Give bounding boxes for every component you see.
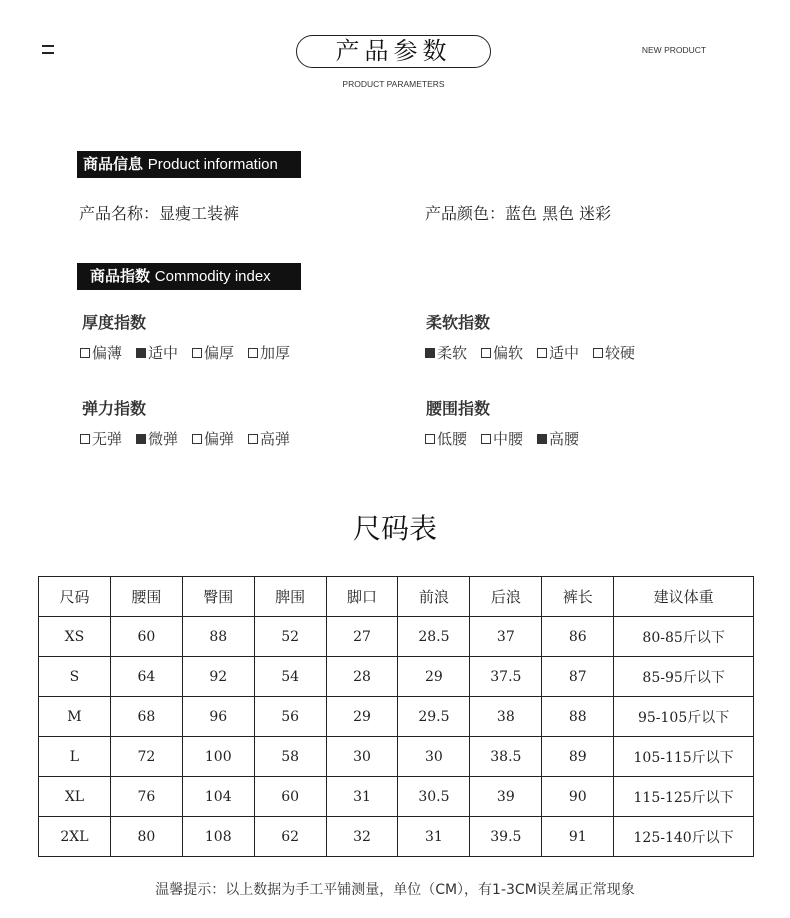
- checkbox-empty-icon: [248, 348, 258, 358]
- table-cell: 95-105斤以下: [614, 697, 754, 737]
- checkbox-empty-icon: [248, 434, 258, 444]
- table-cell: 89: [542, 737, 614, 777]
- waist-index-options: [425, 428, 593, 449]
- checkbox-filled-icon: [425, 348, 435, 358]
- table-cell: 108: [182, 817, 254, 857]
- footer-note: 温馨提示：以上数据为手工平铺测量，单位（CM），有1-3CM误差属正常现象: [155, 882, 635, 898]
- commodity-index-header-cn: 商品指数: [90, 267, 151, 285]
- table-cell: 105-115斤以下: [614, 737, 754, 777]
- table-cell: 29: [398, 657, 470, 697]
- page-title: 产品参数: [296, 35, 491, 68]
- softness-index-options: [425, 342, 649, 363]
- table-cell: 30: [398, 737, 470, 777]
- table-header-cell: 脾围: [254, 577, 326, 617]
- table-cell: 38.5: [470, 737, 542, 777]
- table-row: [39, 817, 754, 857]
- table-cell: 86: [542, 617, 614, 657]
- thickness-option: 偏厚: [192, 342, 234, 363]
- checkbox-empty-icon: [425, 434, 435, 444]
- table-cell: 31: [398, 817, 470, 857]
- page-subtitle: PRODUCT PARAMETERS: [342, 79, 445, 89]
- table-cell: S: [39, 657, 111, 697]
- product-info-header-en: Product information: [147, 156, 278, 173]
- table-cell: 32: [326, 817, 398, 857]
- table-cell: 104: [182, 777, 254, 817]
- table-cell: 64: [110, 657, 182, 697]
- waist-option: 低腰: [425, 428, 467, 449]
- checkbox-filled-icon: [136, 434, 146, 444]
- thickness-option: 偏薄: [80, 342, 122, 363]
- table-header-cell: 后浪: [470, 577, 542, 617]
- table-cell: XS: [39, 617, 111, 657]
- checkbox-empty-icon: [192, 434, 202, 444]
- table-cell: 88: [542, 697, 614, 737]
- table-cell: L: [39, 737, 111, 777]
- thickness-option: 适中: [136, 342, 178, 363]
- table-cell: 27: [326, 617, 398, 657]
- table-row: [39, 697, 754, 737]
- table-cell: 125-140斤以下: [614, 817, 754, 857]
- table-cell: 30.5: [398, 777, 470, 817]
- softness-option: 较硬: [593, 342, 635, 363]
- checkbox-filled-icon: [136, 348, 146, 358]
- table-cell: 76: [110, 777, 182, 817]
- checkbox-empty-icon: [481, 348, 491, 358]
- table-header-cell: 建议体重: [614, 577, 754, 617]
- table-header-cell: 脚口: [326, 577, 398, 617]
- checkbox-empty-icon: [537, 348, 547, 358]
- table-cell: XL: [39, 777, 111, 817]
- waist-option: 高腰: [537, 428, 579, 449]
- table-cell: M: [39, 697, 111, 737]
- softness-option: 适中: [537, 342, 579, 363]
- elasticity-index-options: [80, 428, 304, 449]
- table-row: [39, 777, 754, 817]
- softness-option: 柔软: [425, 342, 467, 363]
- softness-index-title: 柔软指数: [426, 313, 491, 332]
- table-cell: 31: [326, 777, 398, 817]
- table-cell: 62: [254, 817, 326, 857]
- table-cell: 90: [542, 777, 614, 817]
- table-row: [39, 657, 754, 697]
- thickness-index-options: [80, 342, 304, 363]
- table-cell: 68: [110, 697, 182, 737]
- table-header-cell: 裤长: [542, 577, 614, 617]
- table-cell: 85-95斤以下: [614, 657, 754, 697]
- table-cell: 2XL: [39, 817, 111, 857]
- checkbox-empty-icon: [80, 348, 90, 358]
- table-cell: 28: [326, 657, 398, 697]
- elasticity-index-title: 弹力指数: [82, 399, 147, 418]
- table-cell: 80: [110, 817, 182, 857]
- table-cell: 29: [326, 697, 398, 737]
- table-cell: 29.5: [398, 697, 470, 737]
- table-header-cell: 腰围: [110, 577, 182, 617]
- table-cell: 38: [470, 697, 542, 737]
- product-colors: 产品颜色：蓝色 黑色 迷彩: [425, 204, 612, 223]
- product-name: 产品名称：显瘦工装裤: [79, 204, 240, 223]
- commodity-index-header-en: Commodity index: [154, 268, 271, 285]
- table-header-cell: 臀围: [182, 577, 254, 617]
- table-cell: 100: [182, 737, 254, 777]
- checkbox-filled-icon: [537, 434, 547, 444]
- checkbox-empty-icon: [593, 348, 603, 358]
- table-cell: 60: [110, 617, 182, 657]
- table-cell: 72: [110, 737, 182, 777]
- table-cell: 52: [254, 617, 326, 657]
- elasticity-option: 高弹: [248, 428, 290, 449]
- product-info-header: [77, 151, 301, 178]
- table-cell: 39.5: [470, 817, 542, 857]
- table-cell: 37: [470, 617, 542, 657]
- product-info-header-cn: 商品信息: [83, 155, 144, 173]
- table-cell: 88: [182, 617, 254, 657]
- table-cell: 96: [182, 697, 254, 737]
- table-cell: 91: [542, 817, 614, 857]
- table-cell: 58: [254, 737, 326, 777]
- table-cell: 28.5: [398, 617, 470, 657]
- table-cell: 115-125斤以下: [614, 777, 754, 817]
- thickness-index-title: 厚度指数: [82, 313, 147, 332]
- table-cell: 30: [326, 737, 398, 777]
- waist-option: 中腰: [481, 428, 523, 449]
- table-cell: 87: [542, 657, 614, 697]
- checkbox-empty-icon: [80, 434, 90, 444]
- table-cell: 39: [470, 777, 542, 817]
- table-header-cell: 前浪: [398, 577, 470, 617]
- table-cell: 92: [182, 657, 254, 697]
- checkbox-empty-icon: [481, 434, 491, 444]
- thickness-option: 加厚: [248, 342, 290, 363]
- table-header-cell: 尺码: [39, 577, 111, 617]
- table-cell: 54: [254, 657, 326, 697]
- table-cell: 37.5: [470, 657, 542, 697]
- menu-icon[interactable]: [42, 45, 54, 55]
- checkbox-empty-icon: [192, 348, 202, 358]
- elasticity-option: 偏弹: [192, 428, 234, 449]
- size-chart-title: 尺码表: [352, 512, 437, 545]
- commodity-index-header: [77, 263, 301, 290]
- size-table: [38, 576, 754, 857]
- table-cell: 80-85斤以下: [614, 617, 754, 657]
- table-row: [39, 737, 754, 777]
- table-header-row: [39, 577, 754, 617]
- elasticity-option: 微弹: [136, 428, 178, 449]
- table-row: [39, 617, 754, 657]
- waist-index-title: 腰围指数: [426, 399, 491, 418]
- softness-option: 偏软: [481, 342, 523, 363]
- elasticity-option: 无弹: [80, 428, 122, 449]
- table-cell: 60: [254, 777, 326, 817]
- new-product-label: NEW PRODUCT: [641, 45, 707, 55]
- table-cell: 56: [254, 697, 326, 737]
